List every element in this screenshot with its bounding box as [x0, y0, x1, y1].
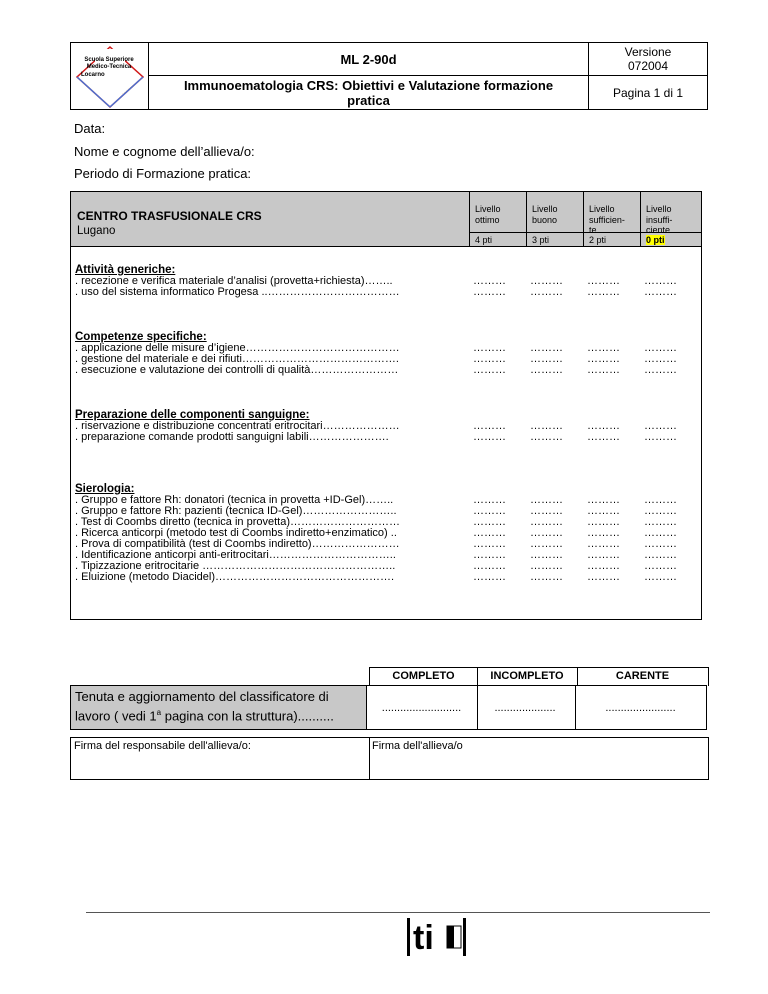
score-field[interactable]: ……… — [587, 431, 620, 443]
score-field[interactable]: ……… — [473, 571, 506, 583]
level-column-3 — [640, 192, 701, 247]
criterion-item: . Gruppo e fattore Rh: pazienti (tecnica ID-Gel)…………………….. — [75, 505, 397, 517]
score-field[interactable]: ……… — [644, 286, 677, 298]
level-points: 2 pti — [584, 232, 640, 247]
score-field[interactable]: ……… — [644, 342, 677, 354]
level-points: 0 pti — [641, 232, 701, 247]
score-field[interactable]: ……… — [473, 538, 506, 550]
section-1 — [75, 332, 400, 376]
score-field[interactable]: ……… — [530, 571, 563, 583]
score-field[interactable]: ……… — [473, 364, 506, 376]
criterion-item: . Tipizzazione eritrocitarie …………………………………………….. — [75, 560, 396, 572]
score-field[interactable]: ……… — [530, 560, 563, 572]
score-field[interactable]: ……… — [644, 275, 677, 287]
score-field[interactable]: ……… — [644, 353, 677, 365]
score-field[interactable]: ……… — [587, 505, 620, 517]
score-field[interactable]: ……… — [587, 549, 620, 561]
criterion-item: . esecuzione e valutazione dei controlli di qualità…………………… — [75, 364, 399, 376]
criterion-item: . Gruppo e fattore Rh: donatori (tecnica in provetta +ID-Gel)…….. — [75, 494, 394, 506]
level-label: Livello ottimo — [475, 204, 501, 225]
supervisor-signature-field[interactable]: Firma del responsabile dell'allieva/o: — [70, 737, 370, 780]
document-header — [70, 42, 708, 110]
completeness-header-1: INCOMPLETO — [477, 667, 578, 686]
score-field[interactable]: ……… — [530, 353, 563, 365]
score-field[interactable]: ……… — [587, 353, 620, 365]
score-field[interactable]: ……… — [644, 560, 677, 572]
level-label: Livello buono — [532, 204, 558, 225]
section-0 — [75, 265, 400, 298]
level-column-2 — [583, 192, 640, 247]
score-field[interactable]: ……… — [530, 516, 563, 528]
student-signature-field[interactable]: Firma dell'allieva/o — [369, 737, 709, 780]
score-field[interactable]: ……… — [644, 571, 677, 583]
student-name-label: Nome e cognome dell’allieva/o: — [74, 144, 255, 159]
score-field[interactable]: ……… — [473, 527, 506, 539]
level-label: Livello sufficien- te — [589, 204, 625, 235]
version-box — [589, 43, 707, 76]
score-field[interactable]: ……… — [530, 364, 563, 376]
level-column-0 — [469, 192, 526, 247]
center-name: CENTRO TRASFUSIONALE CRS — [77, 209, 262, 223]
section-2 — [75, 410, 400, 443]
document-title: Immunoematologia CRS: Obiettivi e Valutazione formazione pratica — [183, 77, 554, 108]
criterion-item: . uso del sistema informatico Progesa ..……………………………… — [75, 286, 400, 298]
level-points: 4 pti — [470, 232, 526, 247]
section-heading: Competenze specifiche: — [75, 331, 207, 343]
section-heading: Preparazione delle componenti sanguigne: — [75, 409, 310, 421]
ticino-logo — [407, 916, 469, 958]
version-number: 072004 — [627, 59, 669, 73]
completeness-header-0: COMPLETO — [369, 667, 478, 686]
criterion-item: . Ricerca anticorpi (metodo test di Coombs indiretto+enzimatico) .. — [75, 527, 397, 539]
svg-text:Scuola Superiore: Scuola Superiore — [84, 57, 134, 63]
criterion-item: . riservazione e distribuzione concentrati eritrocitari………………… — [75, 420, 400, 432]
svg-text:· · · · · ·: · · · · · · — [120, 83, 135, 96]
score-field[interactable]: ……… — [587, 364, 620, 376]
score-field[interactable]: ……… — [587, 286, 620, 298]
criterion-item: . Eluizione (metodo Diacidel)…………………………………………. — [75, 571, 395, 583]
ticino-logo-icon — [407, 916, 469, 958]
score-field[interactable]: ……… — [530, 538, 563, 550]
completeness-field-2[interactable]: ....................... — [575, 685, 707, 730]
score-field[interactable]: ……… — [530, 420, 563, 432]
footer-divider — [86, 912, 710, 913]
level-label: Livello insuffi- ciente — [646, 204, 673, 235]
criterion-item: . recezione e verifica materiale d’analisi (provetta+richiesta)…….. — [75, 275, 393, 287]
score-field[interactable]: ……… — [530, 342, 563, 354]
version-label: Versione — [624, 45, 672, 59]
score-field[interactable]: ……… — [587, 516, 620, 528]
svg-text:ti: ti — [413, 919, 434, 957]
svg-text:Medico-Tecnica: Medico-Tecnica — [86, 64, 132, 70]
training-period-label: Periodo di Formazione pratica: — [74, 166, 252, 181]
score-field[interactable]: ……… — [644, 420, 677, 432]
section-heading: Sierologia: — [75, 483, 135, 495]
score-field[interactable]: ……… — [473, 420, 506, 432]
score-field[interactable]: ……… — [587, 494, 620, 506]
score-field[interactable]: ……… — [644, 494, 677, 506]
score-field[interactable]: ……… — [644, 431, 677, 443]
score-field[interactable]: ……… — [587, 527, 620, 539]
score-field[interactable]: ……… — [473, 494, 506, 506]
completeness-field-0[interactable]: .......................... — [366, 685, 478, 730]
score-field[interactable]: ……… — [530, 286, 563, 298]
date-label: Data: — [74, 121, 106, 136]
score-field[interactable]: ……… — [587, 560, 620, 572]
score-field[interactable]: ……… — [473, 286, 506, 298]
score-field[interactable]: ……… — [587, 275, 620, 287]
score-field[interactable]: ……… — [530, 527, 563, 539]
level-points: 3 pti — [527, 232, 583, 247]
center-city: Lugano — [77, 225, 116, 237]
score-field[interactable]: ……… — [644, 516, 677, 528]
score-field[interactable]: ……… — [530, 275, 563, 287]
criterion-item: . Prova di compatibilità (test di Coombs indiretto)…………………… — [75, 538, 400, 550]
score-field[interactable]: ……… — [644, 549, 677, 561]
score-field[interactable]: ……… — [473, 342, 506, 354]
score-field[interactable]: ……… — [473, 353, 506, 365]
score-field[interactable]: ……… — [473, 505, 506, 517]
criterion-item: . Identificazione anticorpi anti-eritrocitari…………………………….. — [75, 549, 396, 561]
evaluation-table — [70, 191, 702, 620]
score-field[interactable]: ……… — [587, 571, 620, 583]
section-3 — [75, 484, 400, 583]
criterion-item: . applicazione delle misure d’igiene…………………………………… — [75, 342, 400, 354]
score-field[interactable]: ……… — [473, 275, 506, 287]
page-number: Pagina 1 di 1 — [612, 85, 684, 100]
document-code: ML 2-90d — [149, 43, 588, 76]
level-column-1 — [526, 192, 583, 247]
score-field[interactable]: ……… — [644, 538, 677, 550]
completeness-header-2: CARENTE — [577, 667, 709, 686]
score-field[interactable]: ……… — [644, 364, 677, 376]
criterion-item: . preparazione comande prodotti sanguigni labili…………………. — [75, 431, 389, 443]
criterion-item: . gestione del materiale e dei rifiuti……………………………………. — [75, 353, 399, 365]
score-field[interactable]: ……… — [587, 420, 620, 432]
score-field[interactable]: ……… — [644, 527, 677, 539]
school-logo-icon — [71, 43, 149, 109]
score-field[interactable]: ……… — [644, 505, 677, 517]
completeness-field-1[interactable]: .................... — [475, 685, 576, 730]
section-heading: Attività generiche: — [75, 264, 176, 276]
binder-label: Tenuta e aggiornamento del classificatore di lavoro ( vedi 1$^a$ pagina con la struttura).......... — [70, 685, 367, 730]
score-field[interactable]: ……… — [587, 342, 620, 354]
score-field[interactable]: ……… — [530, 494, 563, 506]
score-field[interactable]: ……… — [473, 549, 506, 561]
score-field[interactable]: ……… — [473, 560, 506, 572]
criterion-item: . Test di Coombs diretto (tecnica in provetta)………………………… — [75, 516, 401, 528]
svg-text:Locarno: Locarno — [81, 72, 105, 78]
score-field[interactable]: ……… — [473, 516, 506, 528]
score-field[interactable]: ……… — [530, 431, 563, 443]
score-field[interactable]: ……… — [473, 431, 506, 443]
score-field[interactable]: ……… — [587, 538, 620, 550]
school-logo — [71, 43, 149, 109]
score-field[interactable]: ……… — [530, 505, 563, 517]
score-field[interactable]: ……… — [530, 549, 563, 561]
